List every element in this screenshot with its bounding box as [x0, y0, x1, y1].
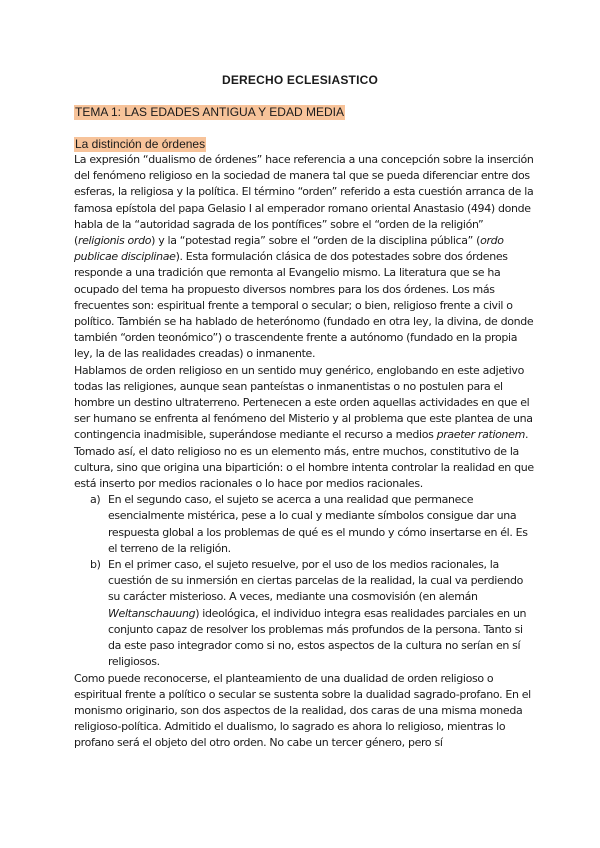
- latin-term: ordo publicae disciplinae: [74, 234, 504, 264]
- list-item-text: ) ideológica, el individuo integra esas realidades parciales en un conjunto capaz de resolver los problemas más profundos de la persona. Tanto si da este paso integrador como si no, estos aspectos de la cultura no serían en sí religiosos.: [108, 606, 527, 669]
- paragraph-text: ). Esta formulación clásica de dos potestades sobre dos órdenes responde a una tradición que remonta al Evangelio mismo. La literatura que se ha ocupado del tema ha propuesto diversos nombres para los dos órdenes. Los más frecuentes son: espiritual frente a temporal o secular; o bien, religioso frente a civil o político. También se ha hablado de heterónomo (fundado en otra ley, la divina, de donde también “orden teonómico”) o trascendente frente a autónomo (fundado en la propia ley, la de las realidades creadas) o inmanente.: [74, 250, 534, 361]
- lettered-list: [74, 492, 536, 670]
- chapter-heading: TEMA 1: LAS EDADES ANTIGUA Y EDAD MEDIA: [75, 105, 344, 119]
- paragraph-text: Hablamos de orden religioso en un sentido muy genérico, englobando en este adjetivo todas las religiones, aunque sean panteístas o inmanentistas o no postulen para el hombre un destino ultraterreno. Pertenecen a este orden aquellas actividades en que el ser humano se enfrenta al fenómeno del Misterio y al problema que este plantea de una contingencia inadmisible, superándose mediante el recurso a medios: [74, 363, 533, 442]
- list-item: [74, 492, 536, 557]
- paragraph-text: . Tomado así, el dato religioso no es un elemento más, entre muchos, constitutivo de la cultura, sino que origina una bipartición: o el hombre intenta controlar la realidad en que está inserto por medios racionales o lo hace por medios racionales.: [74, 428, 534, 491]
- paragraph-text: La expresión “dualismo de órdenes” hace referencia a una concepción sobre la inserción del fenómeno religioso en la sociedad de manera tal que se pueda diferenciar entre dos esferas, la religiosa y la política. El término “orden” referido a esta cuestión arranca de la famosa epístola del papa Gelasio I al emperador romano oriental Anastasio (494) donde habla de la “autoridad sagrada de los pontífices” sobre el “orden de la religión” (: [74, 153, 534, 248]
- paragraph-1: [74, 152, 536, 363]
- list-marker: b): [90, 558, 101, 572]
- latin-term: religionis ordo: [77, 234, 152, 248]
- document-title: DERECHO ECLESIASTICO: [221, 73, 378, 87]
- latin-term: praeter rationem: [436, 428, 525, 442]
- list-marker: a): [90, 493, 101, 507]
- list-item-text: En el segundo caso, el sujeto se acerca a una realidad que permanece esencialmente mistérica, pese a lo cual y mediante símbolos consigue dar una respuesta global a los problemas de qué es el mundo y cómo insertarse en él. Es el terreno de la religión.: [108, 493, 528, 555]
- list-item: [74, 557, 536, 670]
- section-heading: La distinción de órdenes: [75, 137, 206, 151]
- list-item-text: En el primer caso, el sujeto resuelve, por el uso de los medios racionales, la cuestión de su inmersión en ciertas parcelas de la realidad, la cual va perdiendo su carácter misterioso. A veces, mediante una cosmovisión (en alemán: [108, 558, 524, 604]
- paragraph-2: [74, 363, 536, 493]
- paragraph-3: Como puede reconocerse, el planteamiento de una dualidad de orden religioso o espiritual frente a político o secular se sustenta sobre la dualidad sagrado-profano. En el monismo originario, son dos aspectos de la realidad, dos caras de una misma moneda religioso-política. Admitido el dualismo, lo sagrado es ahora lo religioso, mientras lo profano será el objeto del otro orden. No cabe un tercer género, pero sí: [74, 671, 531, 750]
- foreign-term: Weltanschauung: [108, 606, 196, 620]
- paragraph-text: ) y la “potestad regia” sobre el “orden de la disciplina pública” (: [151, 234, 481, 248]
- document-body: [74, 152, 536, 752]
